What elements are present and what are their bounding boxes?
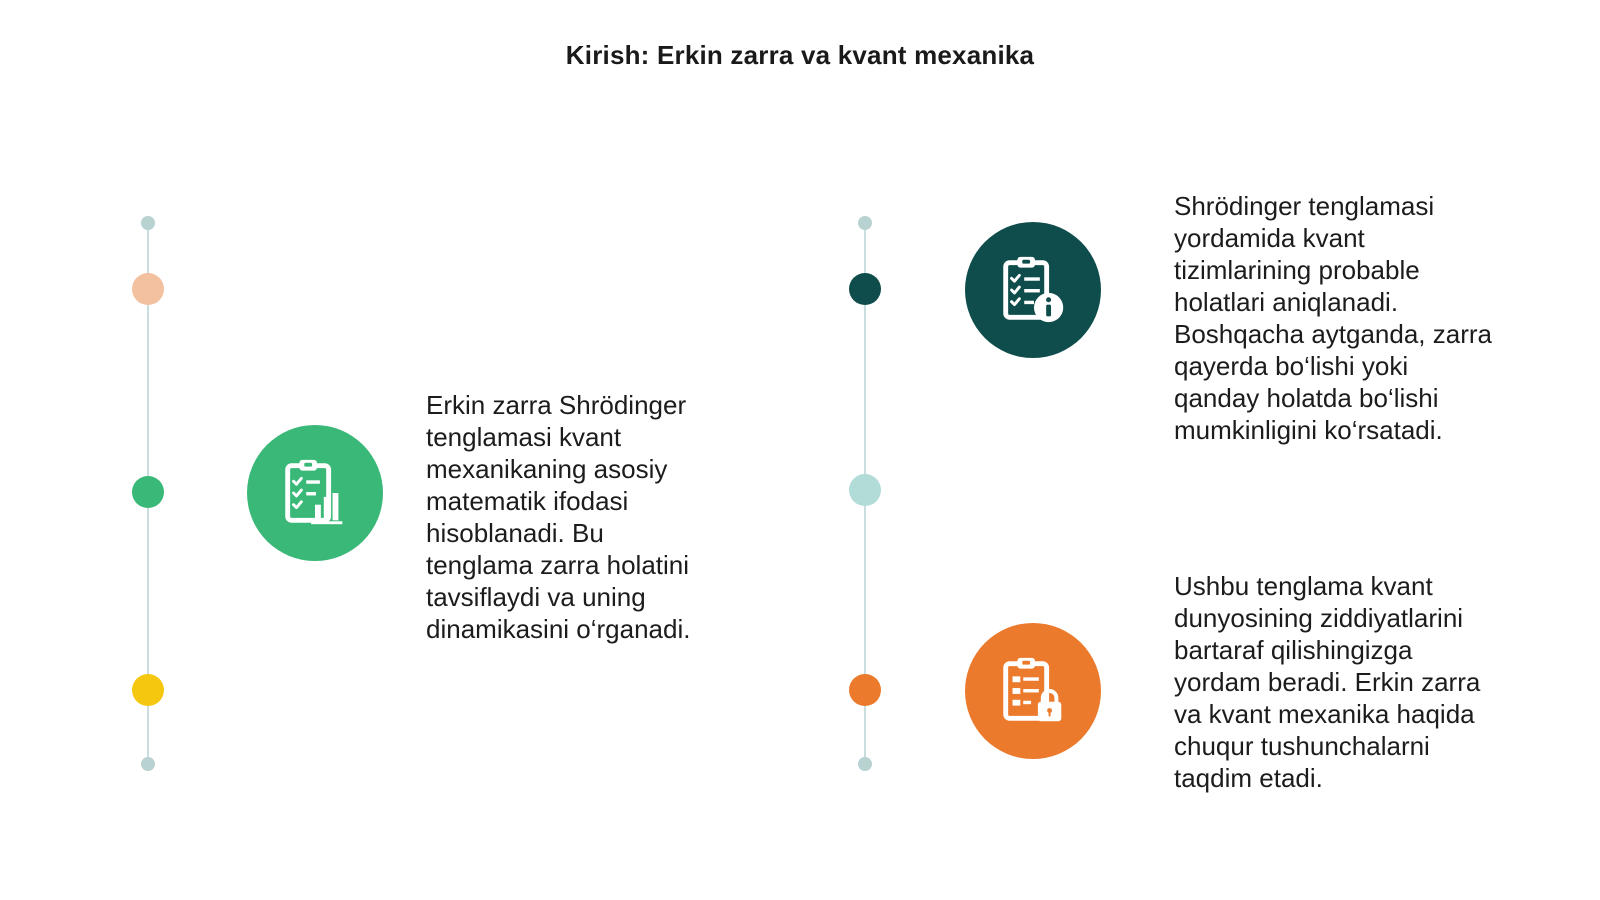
clipboard-chart-icon <box>276 454 354 532</box>
clipboard-lock-icon <box>994 652 1072 730</box>
item-description: Ushbu tenglama kvant dunyosining ziddiyatlarini bartaraf qilishingizga yordam beradi. Erkin zarra va kvant mexanika haqida chuqur tushunchalarni taqdim etadi. <box>1174 571 1481 793</box>
timeline-end-dot <box>858 757 872 771</box>
icon-circle-dark-teal <box>965 222 1101 358</box>
timeline-marker-yellow <box>132 674 164 706</box>
timeline-end-dot <box>141 216 155 230</box>
timeline-marker-light-teal <box>849 474 881 506</box>
timeline-marker-green <box>132 476 164 508</box>
icon-circle-orange <box>965 623 1101 759</box>
icon-circle-green <box>247 425 383 561</box>
clipboard-info-icon <box>994 251 1072 329</box>
timeline-marker-orange <box>849 674 881 706</box>
item-description: Shrödinger tenglamasi yordamida kvant tizimlarining probable holatlari aniqlanadi. Boshqacha aytganda, zarra qayerda bo‘lishi yoki qanday holatda bo‘lishi mumkinligini ko‘rsatadi. <box>1174 191 1492 445</box>
timeline-end-dot <box>141 757 155 771</box>
item-description: Erkin zarra Shrödinger tenglamasi kvant mexanikaning asosiy matematik ifodasi hisoblanadi. Bu tenglama zarra holatini tavsiflaydi va uning dinamikasini o‘rganadi. <box>426 390 691 644</box>
timeline-marker-peach <box>132 273 164 305</box>
timeline-end-dot <box>858 216 872 230</box>
page-title: Kirish: Erkin zarra va kvant mexanika <box>565 40 1035 70</box>
timeline-marker-dark-teal <box>849 273 881 305</box>
